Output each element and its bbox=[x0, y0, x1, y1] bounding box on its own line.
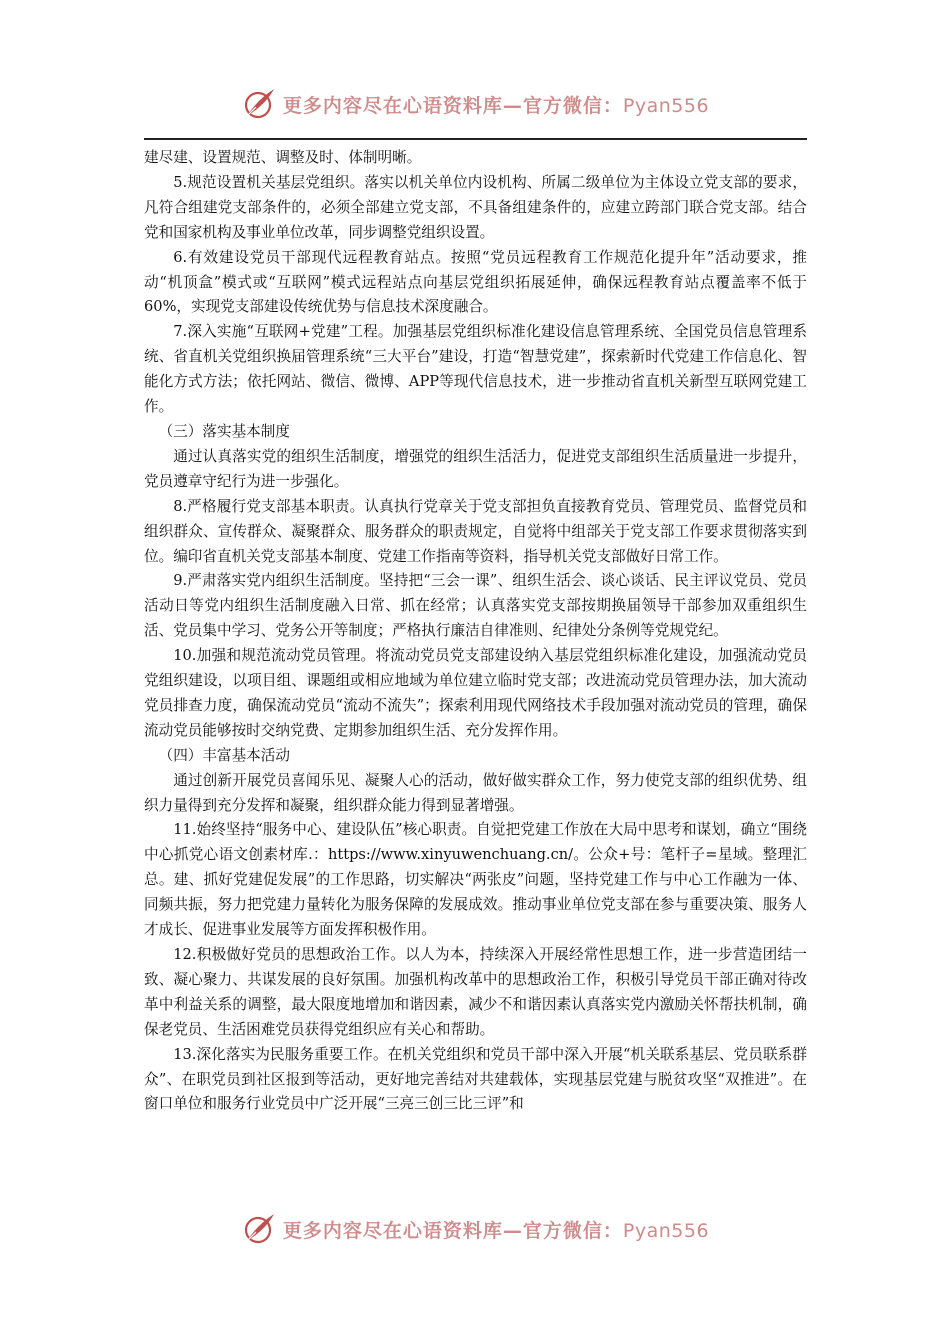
banner-text: 更多内容尽在心语资料库—官方微信：Pyan556 bbox=[282, 1219, 710, 1242]
document-body bbox=[144, 146, 807, 1117]
paragraph: 建尽建、设置规范、调整及时、体制明晰。 bbox=[144, 149, 422, 166]
header-banner bbox=[0, 84, 950, 124]
section-heading: （四）丰富基本活动 bbox=[158, 746, 290, 764]
paragraph: 5.规范设置机关基层党组织。落实以机关单位内设机构、所属二级单位为主体设立党支部的要求，凡符合组建党支部条件的，必须全部建立党支部，不具备组建条件的，应建立跨部门联合党支部。结合党和国家机构及事业单位改革，同步调整党组织设置。 bbox=[144, 173, 807, 241]
paragraph: 13.深化落实为民服务重要工作。在机关党组织和党员干部中深入开展“机关联系基层、党员联系群众”、在职党员到社区报到等活动，更好地完善结对共建载体，实现基层党建与脱贫攻坚“双推进”。在窗口单位和服务行业党员中广泛开展“三亮三创三比三评”和 bbox=[144, 1045, 807, 1113]
paragraph: 8.严格履行党支部基本职责。认真执行党章关于党支部担负直接教育党员、管理党员、监督党员和组织群众、宣传群众、凝聚群众、服务群众的职责规定，自觉将中组部关于党支部工作要求贯彻落实到位。编印省直机关党支部基本制度、党建工作指南等资料，指导机关党支部做好日常工作。 bbox=[144, 497, 807, 565]
paragraph: 12.积极做好党员的思想政治工作。以人为本，持续深入开展经常性思想工作，进一步营造团结一致、凝心聚力、共谋发展的良好氛围。加强机构改革中的思想政治工作，积极引导党员干部正确对待改革中利益关系的调整，最大限度地增加和谐因素，减少不和谐因素认真落实党内激励关怀帮扶机制，确保老党员、生活困难党员获得党组织应有关心和帮助。 bbox=[144, 946, 807, 1038]
section-heading: （三）落实基本制度 bbox=[158, 422, 290, 440]
paragraph: 9.严肃落实党内组织生活制度。坚持把“三会一课”、组织生活会、谈心谈话、民主评议党员、党员活动日等党内组织生活制度融入日常、抓在经常；认真落实党支部按期换届领导干部参加双重组织生活、党员集中学习、党务公开等制度；严格执行廉洁自律准则、纪律处分条例等党规党纪。 bbox=[144, 572, 807, 640]
footer-banner bbox=[0, 1209, 950, 1249]
paragraph: 7.深入实施“互联网+党建”工程。加强基层党组织标准化建设信息管理系统、全国党员信息管理系统、省直机关党组织换届管理系统“三大平台”建设，打造“智慧党建”，探索新时代党建工作信息化、智能化方式方法；依托网站、微信、微博、APP等现代信息技术，进一步推动省直机关新型互联网党建工作。 bbox=[144, 323, 807, 416]
paragraph: 通过认真落实党的组织生活制度，增强党的组织生活活力，促进党支部组织生活质量进一步提升，党员遵章守纪行为进一步强化。 bbox=[144, 447, 807, 490]
paragraph: 10.加强和规范流动党员管理。将流动党员党支部建设纳入基层党组织标准化建设，加强流动党员党组织建设，以项目组、课题组或相应地域为单位建立临时党支部；改进流动党员管理办法，加大流动党员排查力度，确保流动党员“流动不流失”；探索利用现代网络技术手段加强对流动党员的管理，确保流动党员能够按时交纳党费、定期参加组织生活、充分发挥作用。 bbox=[144, 647, 807, 739]
paragraph: 11.始终坚持“服务中心、建设队伍”核心职责。自觉把党建工作放在大局中思考和谋划，确立“围绕中心抓党心语文创素材库.：https://www.xinyuwenchuang.cn/。公众+号：笔杆子=星域。整理汇总。建、抓好党建促发展”的工作思路，切实解决“两张皮”问题，坚持党建工作与中心工作融为一体、同频共振，努力把党建力量转化为服务保障的发展成效。推动事业单位党支部在参与重要决策、服务人才成长、促进事业发展等方面发挥积极作用。 bbox=[144, 821, 807, 939]
header-rule bbox=[144, 138, 807, 140]
banner-text: 更多内容尽在心语资料库—官方微信：Pyan556 bbox=[282, 94, 710, 117]
quill-logo-icon bbox=[241, 1211, 277, 1247]
paragraph: 6.有效建设党员干部现代远程教育站点。按照“党员远程教育工作规范化提升年”活动要求，推动“机顶盒”模式或“互联网”模式远程站点向基层党组织拓展延伸，确保远程教育站点覆盖率不低于60%，实现党支部建设传统优势与信息技术深度融合。 bbox=[144, 248, 807, 316]
paragraph: 通过创新开展党员喜闻乐见、凝聚人心的活动，做好做实群众工作，努力使党支部的组织优势、组织力量得到充分发挥和凝聚，组织群众能力得到显著增强。 bbox=[144, 771, 807, 814]
quill-logo-icon bbox=[241, 86, 277, 122]
